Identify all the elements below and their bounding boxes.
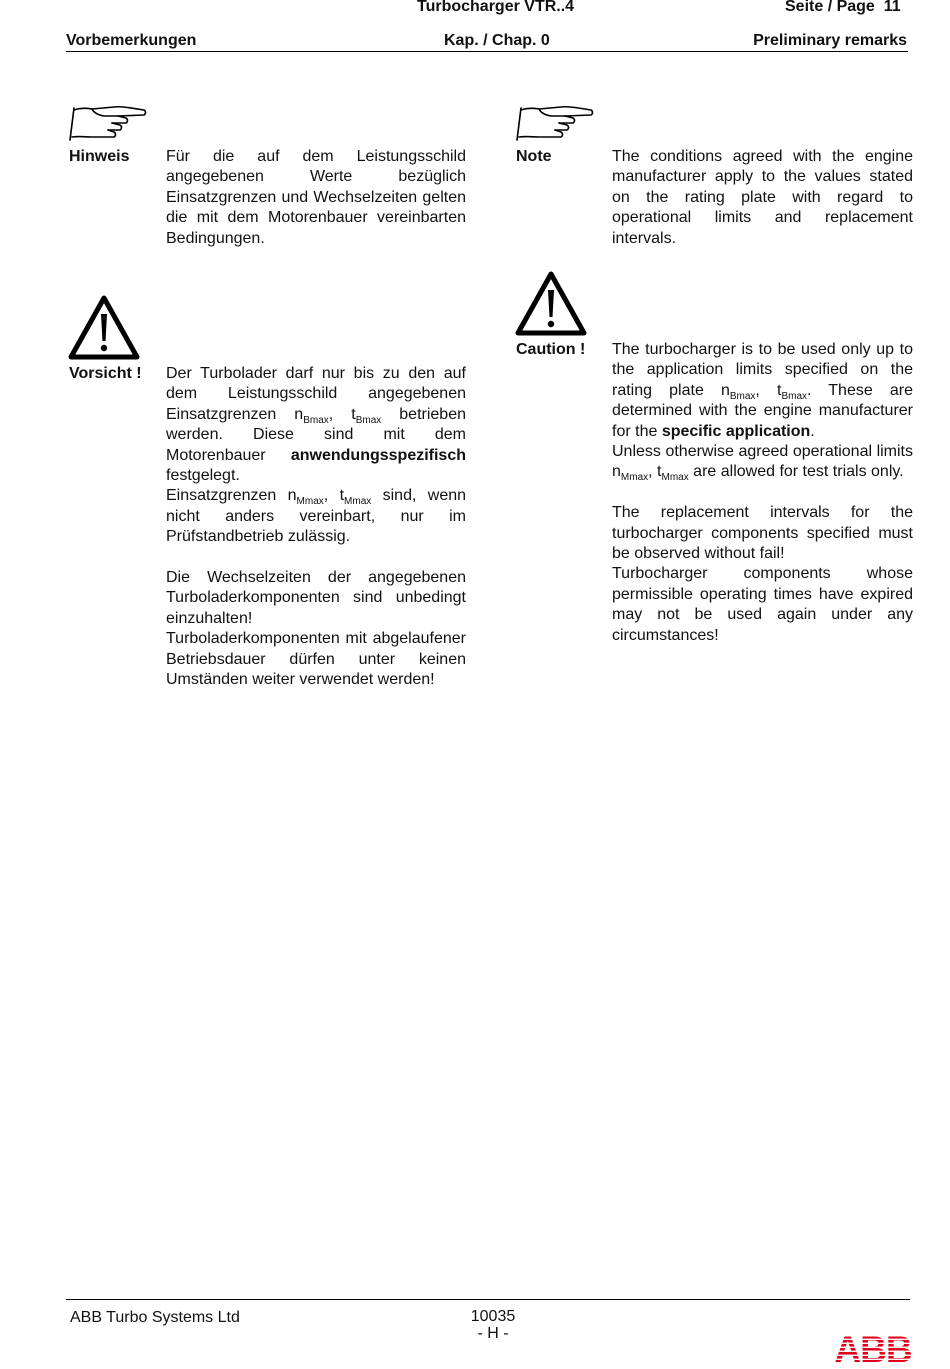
page-number: 11: [883, 0, 901, 15]
section-title-de: Vorbemerkungen: [66, 32, 197, 49]
chapter-label: Kap. / Chap. 0: [444, 32, 550, 49]
document-number-block: [453, 1308, 533, 1342]
caution-text-de: [166, 364, 466, 690]
caution-de-para3: Die Wechselzeiten der angegebenen Turboladerkomponenten sind unbedingt einzuhalten!: [166, 569, 466, 627]
caution-de-para1: Der Turbolader darf nur bis zu den auf dem Leistungsschild angegebenen Einsatzgrenzen $n_{Bmax}$, $t_{Bmax}$ betrieben werden. Diese sind mit dem Motorenbauer anwendungsspezifisch festgelegt.: [166, 365, 467, 485]
warning-triangle-icon: [68, 294, 140, 360]
section-title-en: Preliminary remarks: [753, 32, 907, 49]
notice-paragraph-de: Für die auf dem Leistungsschild angegebenen Werte bezüglich Einsatzgrenzen und Wechselzeiten gelten die mit dem Motorenbauer vereinbarten Bedingungen.: [166, 148, 466, 247]
abb-logo-text: ABB: [834, 1332, 912, 1364]
abb-logo: [834, 1332, 912, 1364]
notice-label-de: Hinweis: [69, 148, 130, 165]
notice-paragraph-en: The conditions agreed with the engine manufacturer apply to the values stated on the rating plate with regard to operational limits and replacement intervals.: [612, 148, 913, 247]
document-title: Turbocharger VTR..4: [417, 0, 575, 15]
notice-label-en: Note: [516, 148, 552, 165]
header-rule: [66, 51, 908, 52]
document-number: 10035: [470, 1308, 516, 1325]
pointing-hand-icon: [68, 104, 148, 144]
caution-en-para1: The turbocharger is to be used only up to the application limits specified on the rating plate $n_{Bmax}$, $t_{Bmax}$. These are determined with the engine manufacturer for the specific application.: [612, 341, 913, 440]
caution-de-para2: Einsatzgrenzen $n_{Mmax}$, $t_{Mmax}$ sind, wenn nicht anders vereinbart, nur im Prüfstandbetrieb zulässig.: [166, 487, 467, 546]
warning-triangle-icon: [515, 270, 587, 336]
pointing-hand-icon: [515, 104, 595, 144]
caution-en-para2: Unless otherwise agreed operational limits $n_{Mmax}$, $t_{Mmax}$ are allowed for test trials only.: [612, 443, 913, 484]
company-name: ABB Turbo Systems Ltd: [70, 1309, 240, 1326]
caution-text-en: [612, 340, 913, 646]
notice-text-de: [166, 147, 466, 249]
caution-de-para4: Turboladerkomponenten mit abgelaufener Betriebsdauer dürfen unter keinen Umständen weiter verwendet werden!: [166, 630, 466, 689]
page-label: Seite / Page: [785, 0, 875, 15]
caution-en-para3: The replacement intervals for the turbocharger components specified must be observed without fail!: [612, 504, 913, 563]
page-indicator: [785, 0, 901, 16]
footer-rule: [66, 1299, 910, 1300]
caution-en-para4: Turbocharger components whose permissible operating times have expired may not be used again under any circumstances!: [612, 565, 913, 644]
revision-label: - H -: [477, 1325, 509, 1342]
notice-text-en: [612, 147, 913, 249]
caution-label-de: Vorsicht !: [69, 365, 142, 382]
caution-label-en: Caution !: [516, 341, 586, 358]
